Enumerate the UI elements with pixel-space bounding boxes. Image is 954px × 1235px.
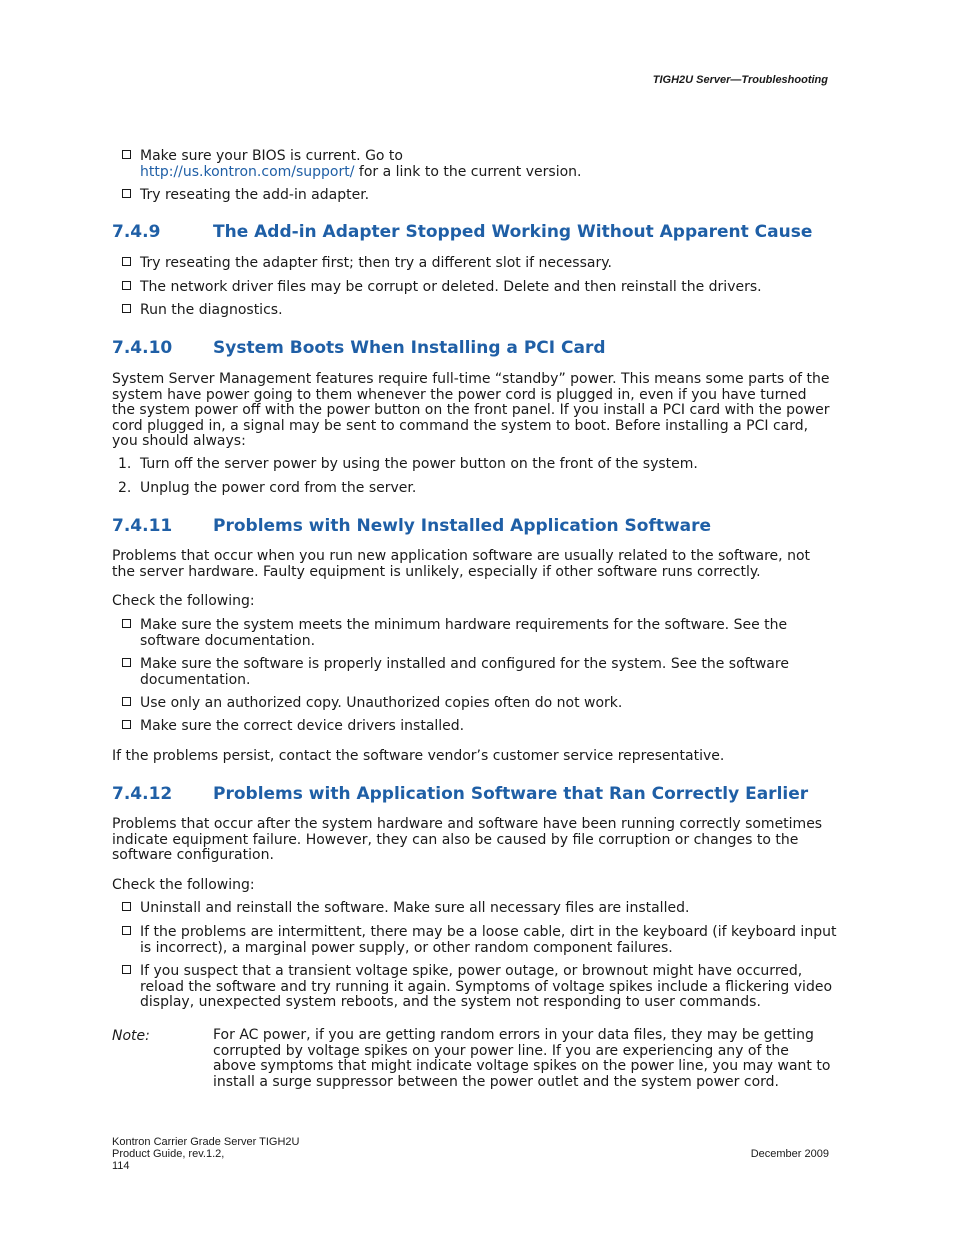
paragraph: Check the following: [112,877,255,893]
bullet-text: Make sure the software is properly installed and configured for the system. See the software documentation. [140,656,789,688]
list-item [122,657,842,688]
list-item [122,280,842,296]
list-item [118,481,838,497]
checkbox-bullet-icon [122,720,131,729]
section-number: 7.4.9 [112,222,161,242]
checkbox-bullet-icon [122,150,131,159]
bullet-text: The network driver files may be corrupt or deleted. Delete and then reinstall the drivers. [140,279,762,295]
section-title: The Add-in Adapter Stopped Working Without Apparent Cause [213,222,813,242]
step-text: Turn off the server power by using the power button on the front of the system. [140,456,698,472]
bullet-text: If you suspect that a transient voltage spike, power outage, or brownout might have occurred, reload the software and try running it again. Symptoms of voltage spikes include a flickering video display, unexpected system reboots, and the system not responding to user commands. [140,963,833,1010]
bullet-text: Make sure your BIOS is current. Go to [140,148,403,164]
checkbox-bullet-icon [122,304,131,313]
checkbox-bullet-icon [122,697,131,706]
list-item [122,719,842,735]
list-item [122,149,842,180]
step-number: 1. [118,456,132,472]
list-item [122,964,842,1011]
list-item [122,256,842,272]
section-heading-7-4-9 [112,222,812,242]
note-label: Note: [112,1028,150,1044]
section-title: System Boots When Installing a PCI Card [213,338,606,358]
footer-date: December 2009 [750,1148,829,1160]
support-link[interactable]: http://us.kontron.com/support/ [140,163,355,180]
paragraph: Problems that occur when you run new application software are usually related to the software, not the server hardware. Faulty equipment is unlikely, especially if other software runs correctly. [112,548,810,580]
bullet-text: Uninstall and reinstall the software. Make sure all necessary files are installed. [140,900,690,916]
running-header: TIGH2U Server—Troubleshooting [652,74,828,86]
bullet-text-tail: for a link to the current version. [354,163,582,180]
bullet-text: If the problems are intermittent, there may be a loose cable, dirt in the keyboard (if keyboard input is incorrect), a marginal power supply, or other random component failures. [140,924,837,956]
section-number: 7.4.10 [112,338,173,358]
list-item [122,303,842,319]
bullet-text: Run the diagnostics. [140,302,283,318]
list-item [122,618,842,649]
paragraph: If the problems persist, contact the software vendor’s customer service representative. [112,748,725,764]
bullet-text: Try reseating the adapter first; then try a different slot if necessary. [140,255,612,271]
bullet-text: Use only an authorized copy. Unauthorized copies often do not work. [140,695,623,711]
list-item [118,457,838,473]
section-number: 7.4.11 [112,516,173,536]
section-heading-7-4-12 [112,784,808,804]
checkbox-bullet-icon [122,965,131,974]
page-number: 114 [112,1160,130,1172]
paragraph: System Server Management features require full-time “standby” power. This means some parts of the system have power going to them whenever the power cord is plugged in, even if you have turned the system power off with the power button on the front panel. If you install a PCI card with the power cord plugged in, a signal may be sent to command the system to boot. Before installing a PCI card, you should always: [112,371,830,449]
section-title: Problems with Newly Installed Application Software [213,516,712,536]
bullet-text: Make sure the correct device drivers installed. [140,718,465,734]
footer-product: Kontron Carrier Grade Server TIGH2U [112,1136,300,1148]
paragraph: Check the following: [112,593,255,609]
list-item [122,188,842,204]
checkbox-bullet-icon [122,257,131,266]
checkbox-bullet-icon [122,281,131,290]
section-heading-7-4-11 [112,516,711,536]
paragraph: Problems that occur after the system hardware and software have been running correctly sometimes indicate equipment failure. However, they can also be caused by file corruption or changes to the software configuration. [112,816,823,863]
checkbox-bullet-icon [122,189,131,198]
checkbox-bullet-icon [122,658,131,667]
footer-guide: Product Guide, rev.1.2, [112,1148,225,1160]
list-item [122,901,842,917]
step-text: Unplug the power cord from the server. [140,480,417,496]
checkbox-bullet-icon [122,902,131,911]
bullet-text: Make sure the system meets the minimum hardware requirements for the software. See the software documentation. [140,617,788,649]
section-number: 7.4.12 [112,784,173,804]
section-title: Problems with Application Software that Ran Correctly Earlier [213,784,809,804]
list-item [122,925,842,956]
note-text: For AC power, if you are getting random errors in your data files, they may be getting corrupted by voltage spikes on your power line. If you are experiencing any of the above symptoms that might indicate voltage spikes on the power line, you may want to install a surge suppressor between the power outlet and the system power cord. [213,1027,831,1090]
checkbox-bullet-icon [122,926,131,935]
list-item [122,696,842,712]
step-number: 2. [118,480,132,496]
footer-left [112,1136,299,1172]
checkbox-bullet-icon [122,619,131,628]
bullet-text: Try reseating the add-in adapter. [140,187,370,203]
section-heading-7-4-10 [112,338,606,358]
